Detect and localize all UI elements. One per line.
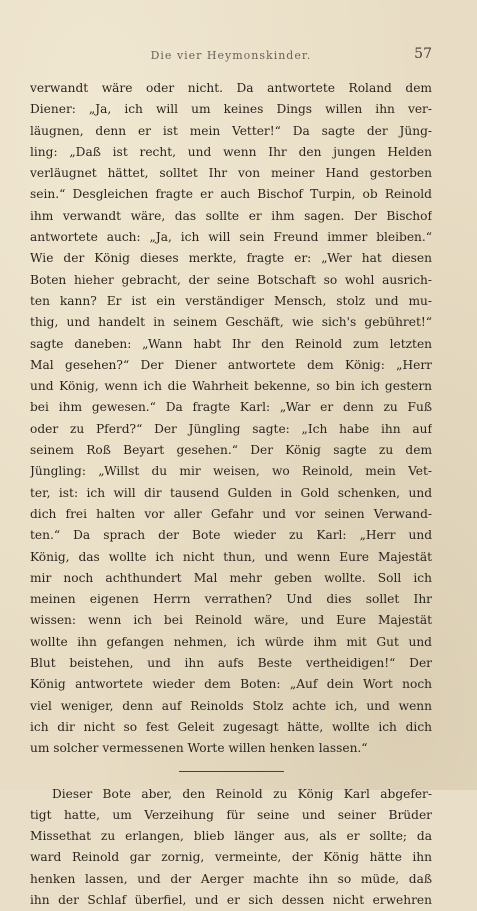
text-line: und König, wenn ich die Wahrheit bekenne, so bin ich gestern [30,376,432,397]
text-line: ich dir nicht so fest Geleit zugesagt hätte, wollte ich dich [30,717,432,738]
text-line: meinen eigenen Herrn verrathen? Und dies sollet Ihr [30,589,432,610]
section-divider [179,771,284,772]
text-line: verläugnet hättet, solltet Ihr von meiner Hand gestorben [30,163,432,184]
text-line: viel weniger, denn auf Reinolds Stolz achte ich, und wenn [30,696,432,717]
text-line: Missethat zu erlangen, blieb länger aus, als er sollte; da [30,826,432,847]
text-line: ling: „Daß ist recht, und wenn Ihr den jungen Helden [30,142,432,163]
body-text [30,78,432,911]
text-line: oder zu Pferd?“ Der Jüngling sagte: „Ich habe ihn auf [30,419,432,440]
text-line: Jüngling: „Willst du mir weisen, wo Reinold, mein Vet- [30,461,432,482]
text-line: Boten hieher gebracht, der seine Botschaft so wohl ausrich- [30,270,432,291]
text-line: ten kann? Er ist ein verständiger Mensch, stolz und mu- [30,291,432,312]
text-line: wissen: wenn ich bei Reinold wäre, und Eure Majestät [30,610,432,631]
running-title: Die vier Heymonskinder. [30,49,432,62]
paragraph-1 [30,78,432,760]
text-line: sagte daneben: „Wann habt Ihr den Reinold zum letzten [30,334,432,355]
text-line: Mal gesehen?“ Der Diener antwortete dem König: „Herr [30,355,432,376]
text-line: ward Reinold gar zornig, vermeinte, der König hätte ihn [30,847,432,868]
text-line: sein.“ Desgleichen fragte er auch Bischof Turpin, ob Reinold [30,184,432,205]
text-line: bei ihm gewesen.“ Da fragte Karl: „War er denn zu Fuß [30,397,432,418]
text-line: läugnen, denn er ist mein Vetter!“ Da sagte der Jüng- [30,121,432,142]
text-line: verwandt wäre oder nicht. Da antwortete Roland dem [30,78,432,99]
paragraph-2 [30,784,432,911]
text-line: Blut beistehen, und ihn aufs Beste vertheidigen!“ Der [30,653,432,674]
text-line: dich frei halten vor aller Gefahr und vor seinen Verwand- [30,504,432,525]
page-number: 57 [414,46,432,62]
text-line: ter, ist: ich will dir tausend Gulden in Gold schenken, und [30,483,432,504]
text-line: Diener: „Ja, ich will um keines Dings willen ihn ver- [30,99,432,120]
text-line: ten.“ Da sprach der Bote wieder zu Karl: „Herr und [30,525,432,546]
text-line: König, das wollte ich nicht thun, und wenn Eure Majestät [30,547,432,568]
text-line: König antwortete wieder dem Boten: „Auf dein Wort noch [30,674,432,695]
text-line: ihn der Schlaf überfiel, und er sich dessen nicht erwehren [30,890,432,911]
text-line: antwortete auch: „Ja, ich will sein Freund immer bleiben.“ [30,227,432,248]
text-line: henken lassen, und der Aerger machte ihn so müde, daß [30,869,432,890]
text-line: Wie der König dieses merkte, fragte er: „Wer hat diesen [30,248,432,269]
text-line: ihm verwandt wäre, das sollte er ihm sagen. Der Bischof [30,206,432,227]
text-line: wollte ihn gefangen nehmen, ich würde ihm mit Gut und [30,632,432,653]
page-header [30,46,432,66]
text-line: tigt hatte, um Verzeihung für seine und seiner Brüder [30,805,432,826]
text-line: seinem Roß Beyart gesehen.“ Der König sagte zu dem [30,440,432,461]
text-line: um solcher vermessenen Worte willen henken lassen.“ [30,738,432,759]
text-line: mir noch achthundert Mal mehr geben wollte. Soll ich [30,568,432,589]
text-line: Dieser Bote aber, den Reinold zu König Karl abgefer- [30,784,432,805]
text-line: thig, und handelt in seinem Geschäft, wie sich's gebühret!“ [30,312,432,333]
